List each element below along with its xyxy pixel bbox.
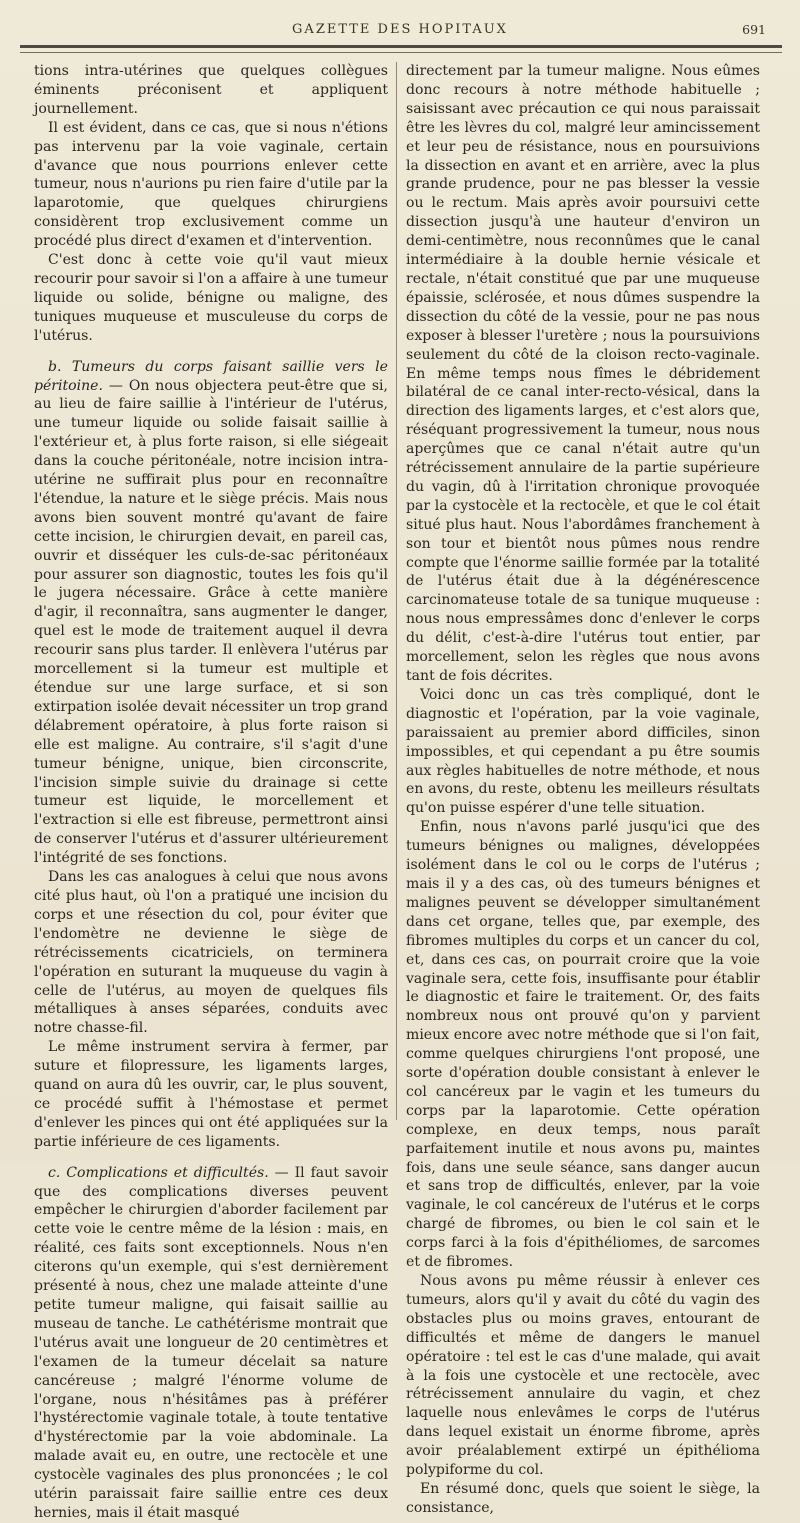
section-text: — Il faut savoir que des complications diverses peuvent empêcher le chirurgien d'aborder facilement par cette voie le centre même de la lésion : mais, en réalité, ces faits sont exceptionnels. Nous n'en citerons qu'un exemple, qui s'est dernièrement présenté à nous, chez une malade atteinte d'une petite tumeur maligne, qui faisait saillie au museau de tanche. Le cathétérisme montrait que l'utérus avait une longueur de 20 centimètres et l'examen de la tumeur décelait sa nature cancéreuse ; malgré l'énorme volume de l'organe, nous n'hésitâmes pas à préférer l'hystérectomie vaginale totale, à toute tentative d'hystérectomie par la voie abdominale. La malade avait eu, en outre, une rectocèle et une cystocèle vaginales des plus prononcées ; le col utérin paraissait faire saillie entre ces deux hernies, mais il était masqué <box>34 1164 388 1521</box>
paragraph: Le même instrument servira à fermer, par suture et filopressure, les ligaments larges, quand on aura dû les ouvrir, car, le plus souvent, ce procédé suffit à l'hémostase et permet d'enlever les pinces qui ont été appliquées sur la partie inférieure de ces ligaments. <box>34 1039 388 1150</box>
right-column <box>406 62 760 1516</box>
paragraph: Il est évident, dans ce cas, que si nous n'étions pas intervenu par la voie vaginale, certain d'avance que nous pourrions enlever cette tumeur, nous n'aurions pu rien faire d'utile par la laparotomie, que quelques chirurgiens considèrent trop exclusivement comme un procédé plus direct d'examen et d'intervention. <box>34 119 388 250</box>
paragraph: C'est donc à cette voie qu'il vaut mieux recourir pour savoir si l'on a affaire à une tumeur liquide ou solide, bénigne ou maligne, des tuniques muqueuse et musculeuse du corps de l'utérus. <box>34 252 388 344</box>
paragraph: Voici donc un cas très compliqué, dont le diagnostic et l'opération, par la voie vaginale, paraissaient au premier abord difficiles, sinon impossibles, et qui cependant a pu être soumis aux règles habituelles de notre méthode, et nous en avons, du reste, obtenu les meilleurs résultats qu'on puisse espérer d'une telle situation. <box>406 686 760 817</box>
paragraph: Dans les cas analogues à celui que nous avons cité plus haut, où l'on a pratiqué une incision du corps et une résection du col, pour éviter que l'endomètre ne devienne le siège de rétrécissements cicatriciels, on terminera l'opération en suturant la muqueuse du vagin à celle de l'utérus, au moyen de quelques fils métalliques à anses séparées, conduits avec notre chasse-fil. <box>34 869 388 1037</box>
section-heading: c. Complications et difficultés. <box>48 1164 269 1181</box>
paragraph: En résumé donc, quels que soient le siège, la consistance, <box>406 1480 760 1516</box>
paragraph: Enfin, nous n'avons parlé jusqu'ici que des tumeurs bénignes ou malignes, développées isolément dans le col ou le corps de l'utérus ; mais il y a des cas, où des tumeurs bénignes et malignes peuvent se développer simultanément dans cet organe, telles que, par exemple, des fibromes multiples du corps et un cancer du col, et, dans ces cas, on pourrait croire que la voie vaginale sera, cette fois, insuffisante pour établir le diagnostic et faire le traitement. Or, des faits nombreux nous ont prouvé qu'on y parvient mieux encore avec notre méthode que si l'on fait, comme quelques chirurgiens l'ont proposé, une sorte d'opération double consistant à enlever le col cancéreux par le vagin et les tumeurs du corps par la laparotomie. Cette opération complexe, en deux temps, nous paraît parfaitement inutile et nous avons pu, maintes fois, dans une seule séance, sans danger aucun et sans trop de difficultés, enlever, par la voie vaginale, le col cancéreux de l'utérus et le corps chargé de fibromes, ou bien le col sain et le corps farci à la fois d'épithéliomes, de sarcomes et de fibromes. <box>406 819 760 1271</box>
column-divider <box>396 62 397 1120</box>
paragraph: Nous avons pu même réussir à enlever ces tumeurs, alors qu'il y avait du côté du vagin des obstacles plus ou moins graves, entourant de difficultés et même de dangers le manuel opératoire : tel est le cas d'une malade, qui avait à la fois une cystocèle et une rectocèle, avec rétrécissement annulaire du vagin, et chez laquelle nous enlevâmes le corps de l'utérus dans lequel existait un énorme fibrome, après avoir préalablement extirpé un épithélioma polypiforme du col. <box>406 1273 760 1479</box>
section-text: — On nous objectera peut-être que si, au lieu de faire saillie à l'intérieur de l'utérus, une tumeur liquide ou solide faisait saillie à l'extérieur et, à plus forte raison, si elle siégeait dans la couche péritonéale, notre incision intra-utérine ne suffirait plus pour en reconnaître l'étendue, la nature et le siège précis. Mais nous avons bien souvent montré qu'avant de faire cette incision, le chirurgien devait, en pareil cas, ouvrir et disséquer les culs-de-sac péritonéaux pour assurer son diagnostic, toutes les fois qu'il le jugera nécessaire. Grâce à cette manière d'agir, il reconnaîtra, sans augmenter le danger, quel est le mode de traitement auquel il devra recourir sans plus tarder. Il enlèvera l'utérus par morcellement si la tumeur est multiple et étendue sur une large surface, et si son extirpation isolée devait nécessiter un trop grand délabrement opératoire, à plus forte raison si elle est maligne. Au contraire, s'il s'agit d'une tumeur bénigne, unique, bien circonscrite, l'incision simple suivie du drainage si cette tumeur est liquide, le morcellement et l'extraction si elle est fibreuse, permettront ainsi de conserver l'utérus et d'assurer ultérieurement l'intégrité de ses fonctions. <box>34 377 388 867</box>
paragraph: tions intra-utérines que quelques collègues éminents préconisent et appliquent journellement. <box>34 63 388 117</box>
section-paragraph <box>34 358 388 868</box>
page-title: GAZETTE DES HOPITAUX <box>292 22 508 37</box>
page-number: 691 <box>742 22 766 37</box>
header-rule-thick <box>20 45 782 48</box>
section-paragraph <box>34 1164 388 1523</box>
page-header <box>20 22 780 42</box>
paragraph: directement par la tumeur maligne. Nous eûmes donc recours à notre méthode habituelle ; saisissant avec précaution ce qui nous paraissait être les lèvres du col, malgré leur amincissement et leur peu de résistance, nous en poursuivions la dissection en avant et en arrière, avec la plus grande prudence, pour ne pas blesser la vessie ou le rectum. Mais après avoir poursuivi cette dissection jusqu'à une hauteur d'environ un demi-centimètre, nous reconnûmes que le canal intermédiaire à la double hernie vésicale et rectale, n'était constitué que par une muqueuse épaissie, sclérosée, et nous dûmes suspendre la dissection du côté de la vessie, pour ne pas nous exposer à blesser l'uretère ; nous la poursuivions seulement du côté de la cloison recto-vaginale. En même temps nous fîmes le débridement bilatéral de ce canal inter-recto-vésical, dans la direction des ligaments larges, et c'est alors que, réséquant progressivement la tumeur, nous nous aperçûmes que ce canal n'était autre qu'un rétrécissement annulaire de la partie supérieure du vagin, dû à l'irritation chronique provoquée par la cystocèle et la rectocèle, et que le col était situé plus haut. Nous l'abordâmes franchement à son tour et bientôt nous pûmes nous rendre compte que l'énorme saillie formée par la totalité de l'utérus était due à la dégénérescence carcinomateuse totale de sa tunique muqueuse : nous nous empressâmes donc d'enlever le corps du délit, c'est-à-dire l'utérus tout entier, par morcellement, selon les règles que nous avons tant de fois décrites. <box>406 63 760 684</box>
left-column <box>34 62 388 1521</box>
header-rule-thin <box>20 52 782 53</box>
section-heading: b. Tumeurs du corps faisant saillie vers le péritoine. <box>34 358 388 394</box>
